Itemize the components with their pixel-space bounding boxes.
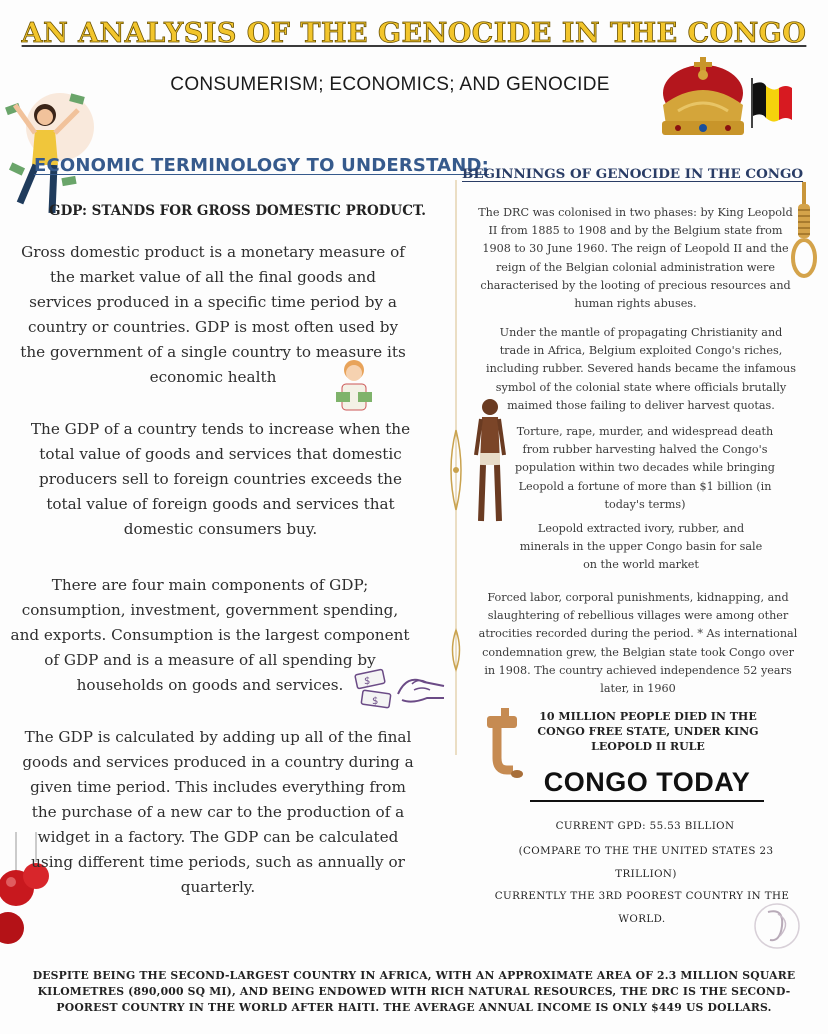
severed-hand-icon bbox=[483, 708, 527, 780]
page-title: AN ANALYSIS OF THE GENOCIDE IN THE CONGO bbox=[21, 18, 807, 49]
poverty-rank-line: CURRENTLY THE 3RD POOREST COUNTRY IN THE WORLD. bbox=[494, 890, 790, 925]
belgium-flag-icon bbox=[748, 78, 794, 128]
page-subtitle: CONSUMERISM; ECONOMICS; AND GENOCIDE bbox=[170, 74, 610, 95]
independence-paragraph: Forced labor, corporal punishments, kidnapping, and slaughtering of rebellious villages were among other atrocities recorded during the period. * As international condemnation grew, the Belgian state took Congo over in 1908. The country achieved independence 52 years later, in 1960 bbox=[478, 591, 798, 696]
gdp-calculation-paragraph: The GDP is calculated by adding up all of the final goods and services produced in a country during a given time period. This includes everything from the purchase of a new car to the production of a widget in a factory. The GDP can be calculated using different time periods, such as annually or quarterly. bbox=[22, 728, 414, 896]
death-toll-note: 10 MILLION PEOPLE DIED IN THE CONGO FREE STATE, UNDER KING LEOPOLD II RULE bbox=[537, 710, 759, 753]
economic-terminology-heading: ECONOMIC TERMINOLOGY TO UNDERSTAND: bbox=[34, 155, 490, 176]
atrocities-paragraph: Torture, rape, murder, and widespread death from rubber harvesting halved the Congo's population within two decades while bringing Leopold a fortune of more than $1 billion (in today's terms) bbox=[515, 425, 775, 511]
comparison-line: (COMPARE TO THE THE UNITED STATES 23 TRILLION) bbox=[518, 845, 774, 880]
gdp-increase-paragraph: The GDP of a country tends to increase when the total value of goods and services that domestic producers sell to foreign countries exceeds the total value of foreign goods and services that domestic consumers buy. bbox=[30, 420, 411, 538]
resources-paragraph: Leopold extracted ivory, rubber, and minerals in the upper Congo basin for sale on the world market bbox=[519, 522, 763, 572]
gdp-definition-paragraph: Gross domestic product is a monetary measure of the market value of all the final goods and services produced in a specific time period by a country or countries. GDP is most often used by the government of a single country to measure its economic health bbox=[20, 243, 406, 386]
ornamental-divider-icon bbox=[441, 180, 471, 755]
congo-today-heading: CONGO TODAY bbox=[530, 767, 764, 802]
gdp-components-paragraph: There are four main components of GDP; consumption, investment, government spending, and exports. Consumption is the largest component of GDP and is a measure of all spending by households on goods and services. bbox=[10, 576, 410, 694]
colonisation-paragraph: The DRC was colonised in two phases: by King Leopold II from 1885 to 1908 and by the Belgium state from 1908 to 30 June 1960. The reign of Leopold II and the reign of the Belgian colonial administration were characterised by the looting of precious resources and human rights abuses. bbox=[478, 206, 793, 311]
genocide-beginnings-heading: BEGINNINGS OF GENOCIDE IN THE CONGO bbox=[462, 166, 804, 182]
svg-text:$: $ bbox=[364, 676, 371, 687]
crown-icon bbox=[648, 55, 758, 145]
current-gdp-line: CURRENT GPD: 55.53 BILLION bbox=[555, 820, 735, 832]
exploitation-paragraph: Under the mantle of propagating Christianity and trade in Africa, Belgium exploited Congo's riches, including rubber. Severed hands became the infamous symbol of the colonial state where officials brutally maimed those failing to deliver harvest quotas. bbox=[486, 326, 796, 412]
gdp-definition-heading: GDP: STANDS FOR GROSS DOMESTIC PRODUCT. bbox=[49, 203, 426, 219]
footer-summary: DESPITE BEING THE SECOND-LARGEST COUNTRY IN AFRICA, WITH AN APPROXIMATE AREA OF 2.3 MILLION SQUARE KILOMETRES (890,000 SQ MI), AND BEING ENDOWED WITH RICH NATURAL RESOURCES, THE DRC IS THE SECOND-POOREST COUNTRY IN THE WORLD AFTER HAITI. THE AVERAGE ANNUAL INCOME IS ONLY $449 US DOLLARS. bbox=[32, 969, 796, 1014]
svg-text:$: $ bbox=[372, 696, 379, 707]
